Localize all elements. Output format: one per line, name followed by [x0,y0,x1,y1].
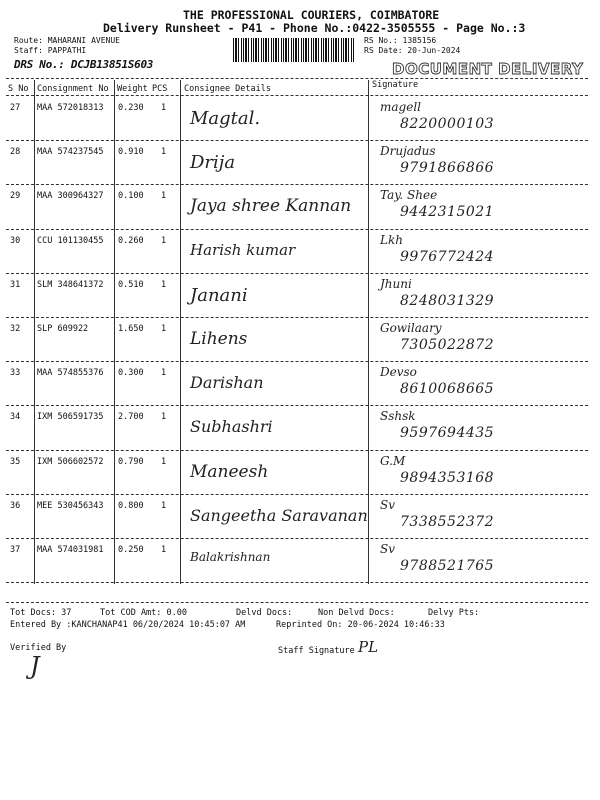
consignment-number: MAA 574031981 [37,545,104,555]
serial-number: 34 [10,412,21,423]
weight-value: 1.650 [118,324,144,334]
col-header-sno: S No [8,84,29,94]
consignee-name: Darishan [190,373,264,393]
signature-phone: 9894353168 [400,469,495,486]
verified-by-label: Verified By [10,643,67,653]
staff-label: Staff: PAPPATHI [14,46,87,55]
column-divider [34,80,35,584]
reprinted-on: Reprinted On: 20-06-2024 10:46:33 [276,620,445,630]
staff-signature-mark: PL [358,638,379,656]
pieces-value: 1 [161,191,167,202]
signature-name: Jhuni [380,276,412,291]
consignee-name: Janani [190,284,248,306]
signature-phone: 8220000103 [400,116,495,132]
pieces-value: 1 [161,500,167,511]
header-top-rule [6,78,588,79]
serial-number: 30 [10,235,21,246]
col-header-consignee: Consignee Details [184,84,271,94]
signature-name: G.M [380,453,406,468]
serial-number: 31 [10,279,21,290]
signature-name: Tay. Shee [380,188,438,203]
delivery-points: Delvy Pts: [428,608,480,618]
entered-by: Entered By :KANCHANAP41 06/20/2024 10:45:07 AM [10,620,246,630]
runsheet-title: Delivery Runsheet - P41 - Phone No.:0422-3505555 - Page No.:3 [103,21,526,35]
consignee-name: Maneesh [190,461,269,482]
row-divider [6,140,588,141]
weight-value: 0.100 [118,191,144,202]
rs-date: RS Date: 20-Jun-2024 [364,46,461,55]
consignment-number: MAA 574237545 [37,147,104,158]
consignment-number: MEE 530456343 [37,500,104,511]
row-divider [6,361,588,362]
consignment-number: IXM 506602572 [37,456,104,467]
signature-name: Sshsk [380,409,416,424]
weight-value: 0.790 [118,456,144,467]
row-divider [6,582,588,583]
company-title: THE PROFESSIONAL COURIERS, COIMBATORE [183,8,440,22]
pieces-value: 1 [161,103,167,113]
weight-value: 0.260 [118,235,144,246]
row-divider [6,450,588,451]
weight-value: 2.700 [118,412,144,423]
consignment-number: SLM 348641372 [37,279,104,290]
row-divider [6,229,588,230]
total-cod-amount: Tot COD Amt: 0.00 [100,608,187,618]
consignee-name: Drija [190,152,236,174]
verified-signature: J [30,652,40,680]
signature-name: Lkh [380,232,403,247]
barcode-image [233,38,355,62]
column-divider [368,80,369,584]
pieces-value: 1 [161,324,167,334]
col-header-weight: Weight [117,84,148,94]
signature-name: Sv [380,497,395,512]
signature-name: Devso [380,365,417,380]
pieces-value: 1 [161,456,167,467]
weight-value: 0.800 [118,500,144,511]
consignee-name: Lihens [190,329,248,349]
row-divider [6,273,588,274]
signature-name: Sv [380,542,395,556]
row-divider [6,494,588,495]
serial-number: 37 [10,545,21,555]
row-divider [6,317,588,318]
col-header-pcs: PCS [152,84,168,94]
signature-phone: 9597694435 [400,425,495,442]
weight-value: 0.910 [118,147,144,158]
consignment-number: IXM 506591735 [37,412,104,423]
document-delivery-stamp: DOCUMENT DELIVERY [392,60,584,78]
signature-name: Gowilaary [380,321,442,335]
signature-phone: 7338552372 [400,513,495,530]
consignee-name: Harish kumar [190,240,296,259]
pieces-value: 1 [161,147,167,158]
consignee-name: Balakrishnan [190,550,271,564]
route-label: Route: MAHARANI AVENUE [14,36,120,45]
pieces-value: 1 [161,235,167,246]
column-divider [180,80,181,584]
consignee-name: Sangeetha Saravanan [190,505,368,525]
serial-number: 36 [10,500,21,511]
serial-number: 32 [10,324,21,334]
row-divider [6,405,588,406]
staff-signature-label: Staff Signature [278,646,355,656]
header-bottom-rule [6,95,588,96]
weight-value: 0.510 [118,279,144,290]
consignment-number: MAA 572018313 [37,103,104,113]
signature-phone: 9976772424 [400,248,495,265]
row-divider [6,184,588,185]
pieces-value: 1 [161,412,167,423]
weight-value: 0.250 [118,545,144,555]
col-header-signature: Signature [372,80,419,90]
weight-value: 0.230 [118,103,144,113]
consignment-number: MAA 574855376 [37,368,104,379]
consignee-name: Subhashri [190,417,273,437]
consignee-name: Jaya shree Kannan [190,196,352,217]
consignment-number: CCU 101130455 [37,235,104,246]
consignment-number: MAA 300964327 [37,191,104,202]
signature-phone: 9442315021 [400,204,495,221]
footer-rule [6,602,588,603]
serial-number: 29 [10,191,21,202]
drs-number: DRS No.: DCJB13851S603 [14,58,154,71]
serial-number: 35 [10,456,21,467]
non-delivered-docs: Non Delvd Docs: [318,608,395,618]
weight-value: 0.300 [118,368,144,379]
pieces-value: 1 [161,545,167,555]
signature-phone: 9788521765 [400,558,495,574]
serial-number: 33 [10,368,21,379]
serial-number: 28 [10,147,21,158]
column-divider [114,80,115,584]
delivered-docs: Delvd Docs: [236,608,293,618]
signature-name: magell [380,100,421,114]
rs-number: RS No.: 1385156 [364,36,437,45]
signature-phone: 7305022872 [400,337,495,353]
consignment-number: SLP 609922 [37,324,89,334]
pieces-value: 1 [161,368,167,379]
total-docs: Tot Docs: 37 [10,608,72,618]
signature-phone: 8248031329 [400,292,495,309]
serial-number: 27 [10,103,21,113]
row-divider [6,538,588,539]
consignee-name: Magtal. [190,108,261,129]
col-header-consignment: Consignment No [37,84,109,94]
pieces-value: 1 [161,279,167,290]
signature-phone: 8610068665 [400,381,495,398]
signature-phone: 9791866866 [400,160,495,177]
signature-name: Drujadus [380,144,436,159]
